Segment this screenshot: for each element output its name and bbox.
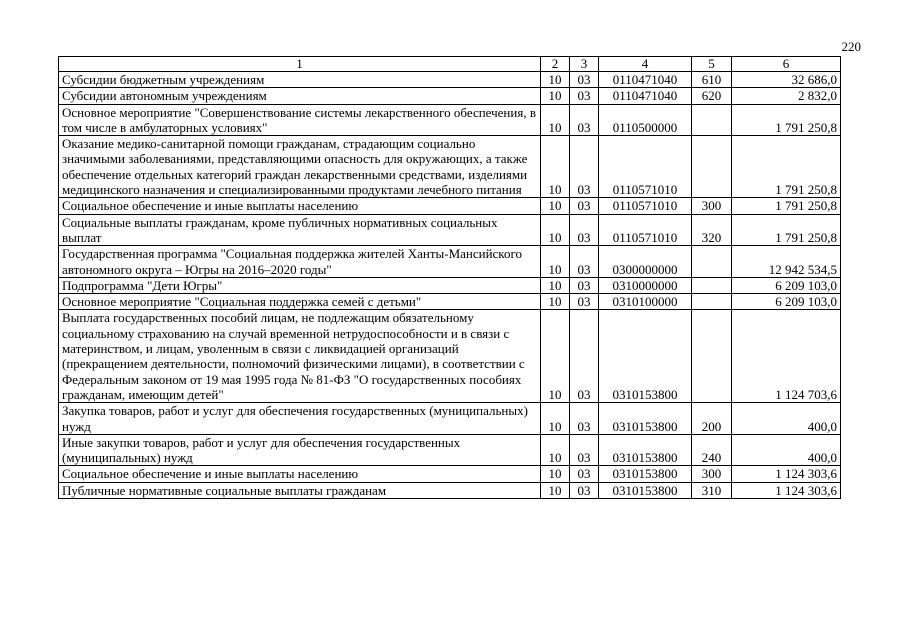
header-row bbox=[59, 57, 841, 72]
row-target-article: 0310000000 bbox=[599, 277, 692, 293]
row-target-article: 0310153800 bbox=[599, 310, 692, 403]
row-subsection: 03 bbox=[570, 403, 599, 435]
row-expense-type: 200 bbox=[692, 403, 732, 435]
row-section: 10 bbox=[541, 246, 570, 278]
row-target-article: 0110571010 bbox=[599, 214, 692, 246]
row-amount: 32 686,0 bbox=[732, 72, 841, 88]
row-name: Социальное обеспечение и иные выплаты населению bbox=[59, 198, 541, 214]
column-header: 6 bbox=[732, 57, 841, 72]
row-subsection: 03 bbox=[570, 214, 599, 246]
table-row bbox=[59, 72, 841, 88]
row-section: 10 bbox=[541, 482, 570, 498]
row-target-article: 0310153800 bbox=[599, 466, 692, 482]
row-name: Закупка товаров, работ и услуг для обеспечения государственных (муниципальных) нужд bbox=[59, 403, 541, 435]
row-amount: 1 791 250,8 bbox=[732, 214, 841, 246]
row-amount: 400,0 bbox=[732, 403, 841, 435]
row-name: Публичные нормативные социальные выплаты гражданам bbox=[59, 482, 541, 498]
row-expense-type: 300 bbox=[692, 198, 732, 214]
row-section: 10 bbox=[541, 310, 570, 403]
row-name: Государственная программа "Социальная поддержка жителей Ханты-Мансийского автономного округа – Югры на 2016–2020 годы" bbox=[59, 246, 541, 278]
row-subsection: 03 bbox=[570, 310, 599, 403]
row-name: Выплата государственных пособий лицам, не подлежащим обязательному социальному страхованию на случай временной нетрудоспособности и в связи с материнством, и лицам, уволенным в связи с ликвидацией организаций (прекращением деятельности, полномочий физическими лицами), в соответствии с Федеральным законом от 19 мая 1995 года № 81-ФЗ "О государственных пособиях гражданам, имеющим детей" bbox=[59, 310, 541, 403]
row-section: 10 bbox=[541, 214, 570, 246]
row-expense-type: 300 bbox=[692, 466, 732, 482]
table-row bbox=[59, 403, 841, 435]
table-row bbox=[59, 294, 841, 310]
column-header: 4 bbox=[599, 57, 692, 72]
row-target-article: 0310153800 bbox=[599, 434, 692, 466]
table-row bbox=[59, 246, 841, 278]
row-expense-type bbox=[692, 310, 732, 403]
row-amount: 400,0 bbox=[732, 434, 841, 466]
row-expense-type bbox=[692, 277, 732, 293]
row-expense-type bbox=[692, 294, 732, 310]
table-row bbox=[59, 434, 841, 466]
row-amount: 6 209 103,0 bbox=[732, 294, 841, 310]
row-subsection: 03 bbox=[570, 72, 599, 88]
row-amount: 2 832,0 bbox=[732, 88, 841, 104]
table-row bbox=[59, 88, 841, 104]
row-amount: 1 124 303,6 bbox=[732, 482, 841, 498]
row-target-article: 0310100000 bbox=[599, 294, 692, 310]
row-name: Субсидии бюджетным учреждениям bbox=[59, 72, 541, 88]
row-name: Субсидии автономным учреждениям bbox=[59, 88, 541, 104]
row-amount: 1 791 250,8 bbox=[732, 104, 841, 136]
row-expense-type bbox=[692, 246, 732, 278]
row-subsection: 03 bbox=[570, 434, 599, 466]
row-target-article: 0300000000 bbox=[599, 246, 692, 278]
row-amount: 1 791 250,8 bbox=[732, 198, 841, 214]
budget-table bbox=[58, 56, 841, 499]
table-row bbox=[59, 136, 841, 198]
column-header: 2 bbox=[541, 57, 570, 72]
column-header: 5 bbox=[692, 57, 732, 72]
row-section: 10 bbox=[541, 198, 570, 214]
row-section: 10 bbox=[541, 403, 570, 435]
table-row bbox=[59, 277, 841, 293]
row-amount: 1 124 303,6 bbox=[732, 466, 841, 482]
row-subsection: 03 bbox=[570, 136, 599, 198]
row-target-article: 0110500000 bbox=[599, 104, 692, 136]
row-subsection: 03 bbox=[570, 466, 599, 482]
table-row bbox=[59, 310, 841, 403]
row-expense-type: 610 bbox=[692, 72, 732, 88]
column-header: 1 bbox=[59, 57, 541, 72]
table-row bbox=[59, 466, 841, 482]
row-expense-type bbox=[692, 104, 732, 136]
row-expense-type: 240 bbox=[692, 434, 732, 466]
column-header: 3 bbox=[570, 57, 599, 72]
row-subsection: 03 bbox=[570, 482, 599, 498]
row-section: 10 bbox=[541, 136, 570, 198]
row-section: 10 bbox=[541, 277, 570, 293]
row-target-article: 0110471040 bbox=[599, 88, 692, 104]
row-section: 10 bbox=[541, 88, 570, 104]
row-expense-type: 310 bbox=[692, 482, 732, 498]
row-target-article: 0110571010 bbox=[599, 198, 692, 214]
row-name: Основное мероприятие "Совершенствование системы лекарственного обеспечения, в том числе в амбулаторных условиях" bbox=[59, 104, 541, 136]
row-target-article: 0310153800 bbox=[599, 403, 692, 435]
row-name: Иные закупки товаров, работ и услуг для обеспечения государственных (муниципальных) нужд bbox=[59, 434, 541, 466]
row-target-article: 0110571010 bbox=[599, 136, 692, 198]
row-section: 10 bbox=[541, 466, 570, 482]
table-row bbox=[59, 482, 841, 498]
row-name: Социальные выплаты гражданам, кроме публичных нормативных социальных выплат bbox=[59, 214, 541, 246]
row-expense-type: 320 bbox=[692, 214, 732, 246]
row-amount: 6 209 103,0 bbox=[732, 277, 841, 293]
row-amount: 12 942 534,5 bbox=[732, 246, 841, 278]
row-amount: 1 791 250,8 bbox=[732, 136, 841, 198]
row-name: Подпрограмма "Дети Югры" bbox=[59, 277, 541, 293]
row-name: Оказание медико-санитарной помощи гражданам, страдающим социально значимыми заболеваниями, представляющими опасность для окружающих, а также обеспечение отдельных категорий граждан лекарственными средствами, изделиями медицинского назначения и специализированными продуктами лечебного питания bbox=[59, 136, 541, 198]
row-target-article: 0310153800 bbox=[599, 482, 692, 498]
row-subsection: 03 bbox=[570, 277, 599, 293]
row-subsection: 03 bbox=[570, 294, 599, 310]
row-section: 10 bbox=[541, 434, 570, 466]
row-expense-type: 620 bbox=[692, 88, 732, 104]
table-row bbox=[59, 198, 841, 214]
row-section: 10 bbox=[541, 72, 570, 88]
row-name: Основное мероприятие "Социальная поддержка семей с детьми" bbox=[59, 294, 541, 310]
row-amount: 1 124 703,6 bbox=[732, 310, 841, 403]
row-target-article: 0110471040 bbox=[599, 72, 692, 88]
row-subsection: 03 bbox=[570, 198, 599, 214]
table-row bbox=[59, 104, 841, 136]
row-section: 10 bbox=[541, 294, 570, 310]
table-body bbox=[59, 72, 841, 499]
row-subsection: 03 bbox=[570, 88, 599, 104]
row-subsection: 03 bbox=[570, 246, 599, 278]
row-expense-type bbox=[692, 136, 732, 198]
row-name: Социальное обеспечение и иные выплаты населению bbox=[59, 466, 541, 482]
table-row bbox=[59, 214, 841, 246]
row-section: 10 bbox=[541, 104, 570, 136]
page-number: 220 bbox=[841, 39, 861, 54]
row-subsection: 03 bbox=[570, 104, 599, 136]
